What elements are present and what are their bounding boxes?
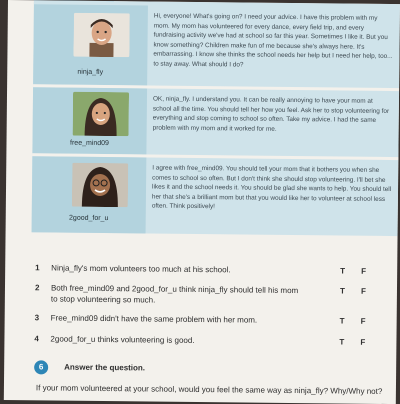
question-item [34,333,385,347]
forum-post [32,156,399,236]
username-free-mind09: free_mind09 [69,139,109,148]
question-text: 2good_for_u thinks volunteering is good. [50,334,195,345]
avatar [73,92,129,137]
question-text: Both free_mind09 and 2good_for_u think ninja_fly should tell his mom to stop volunteering so much. [50,283,299,305]
post-text: Hi, everyone! What's going on? I need your advice. I have this problem with my mom. My mom has volunteered for every dance, every field trip, and every fundraising activity we've had at school so far this year. Sometimes I like it. But you know something? Children make fun of me because she's always here. It's embarrassing. I know she thinks the school needs her help but I need her help, too... to stay away. What should I do? [153,12,393,69]
question-item [35,262,385,276]
username-2good-for-u: 2good_for_u [69,214,109,223]
false-option[interactable]: F [360,316,366,326]
true-option[interactable]: T [339,286,345,296]
post-text: OK, ninja_fly. I understand you. It can be really annoying to have your mom at school all the time. You should tell her how you feel. Ask her to stop volunteering for everything and stop coming to school so often. Take my advice. I had the same problem with my mom and it worked for me. [152,95,390,133]
avatar [72,163,128,208]
true-option[interactable]: T [340,266,346,276]
question-number: 3 [34,313,40,323]
forum-post [33,4,400,88]
exercise-heading: Answer the question. [64,362,146,373]
exercise-number-badge: 6 [34,360,48,374]
forum-post [32,87,399,157]
post-text: I agree with free_mind09. You should tell your mom that it bothers you when she comes to school so often. But I don't think she should stop volunteering. I'll bet she likes it and the school needs it. You should be glad she wants to help. You should tell her that she's a brilliant mom but that you would like her to volunteer at school less often. Think positively! [151,164,392,211]
question-text: Free_mind09 didn't have the same problem with her mom. [50,313,258,325]
avatar [73,13,129,58]
question-number: 2 [34,283,40,293]
question-text: Ninja_fly's mom volunteers too much at his school. [51,263,231,275]
true-option[interactable]: T [339,316,345,326]
false-option[interactable]: F [361,266,367,276]
false-option[interactable]: F [360,337,366,347]
username-ninja-fly: ninja_fly [77,68,104,76]
question-item [34,312,385,326]
forum-thread [32,0,400,236]
question-item [34,282,385,305]
true-option[interactable]: T [339,337,345,347]
exercise-prompt: If your mom volunteered at your school, would you feel the same way as ninja_fly? Why/Why not? [35,383,383,396]
question-number: 4 [34,334,39,344]
question-number: 1 [35,263,40,273]
true-false-questions [34,262,385,347]
textbook-page [4,0,400,404]
false-option[interactable]: F [360,286,366,296]
